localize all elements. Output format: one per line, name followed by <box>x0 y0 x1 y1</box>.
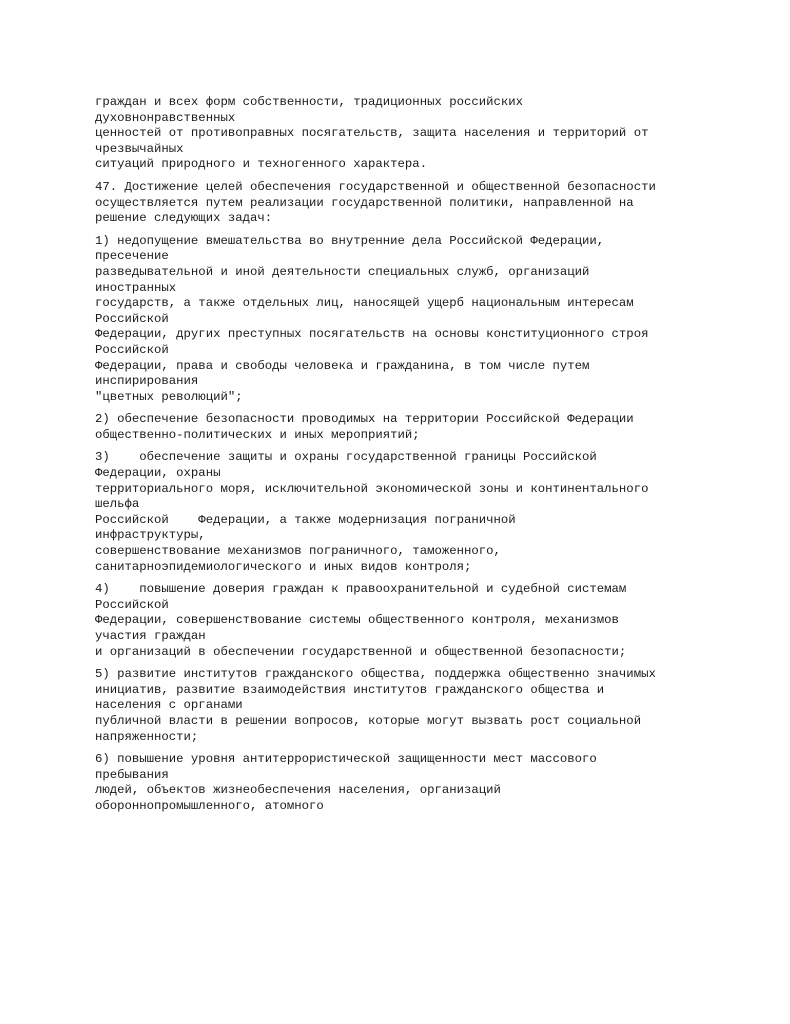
text-line: 6) повышение уровня антитеррористической защищенности мест массового <box>95 752 597 767</box>
text-line: 5) развитие институтов гражданского общества, поддержка общественно значимых <box>95 667 656 682</box>
text-line: ситуаций природного и техногенного характера. <box>95 157 428 172</box>
paragraph-intro-continuation <box>95 95 735 173</box>
text-line: санитарноэпидемиологического и иных видов контроля; <box>95 559 472 574</box>
text-line: духовнонравственных <box>95 110 236 125</box>
text-line: обороннопромышленного, атомного <box>95 798 324 813</box>
text-line: Российской <box>95 597 169 612</box>
text-line: общественно-политических и иных мероприятий; <box>95 427 420 442</box>
text-line: государств, а также отдельных лиц, наносящей ущерб национальным интересам <box>95 296 634 311</box>
text-line: Федерации, права и свободы человека и гражданина, в том числе путем <box>95 358 590 373</box>
text-line: решение следующих задач: <box>95 211 273 226</box>
text-line: территориального моря, исключительной экономической зоны и континентального <box>95 481 649 496</box>
text-line: участия граждан <box>95 629 206 643</box>
text-line: совершенствование механизмов пограничного, таможенного, <box>95 544 501 559</box>
text-line: населения с органами <box>95 698 243 713</box>
text-line: пребывания <box>95 767 169 782</box>
text-line: ценностей от противоправных посягательств, защита населения и территорий от <box>95 126 649 141</box>
text-line: людей, объектов жизнеобеспечения населения, организаций <box>95 783 501 798</box>
text-line: граждан и всех форм собственности, традиционных российских <box>95 95 524 109</box>
text-line: Федерации, совершенствование системы общественного контроля, механизмов <box>95 613 619 628</box>
text-line: напряженности; <box>95 729 199 744</box>
text-line: Российской <box>95 342 169 357</box>
text-line: разведывательной и иной деятельности специальных служб, организаций <box>95 264 590 279</box>
list-item-1 <box>95 234 735 406</box>
document-body <box>95 95 735 822</box>
text-line: инфраструктуры, <box>95 528 206 543</box>
text-line: осуществляется путем реализации государственной политики, направленной на <box>95 195 634 210</box>
text-line: инспирирования <box>95 374 199 389</box>
list-item-6 <box>95 752 735 814</box>
text-line: 2) обеспечение безопасности проводимых на территории Российской Федерации <box>95 412 634 427</box>
text-line: Российской <box>95 311 169 326</box>
list-item-5 <box>95 667 735 745</box>
text-line: "цветных революций"; <box>95 389 243 404</box>
text-line: иностранных <box>95 280 177 295</box>
text-line: инициатив, развитие взаимодействия институтов гражданского общества и <box>95 682 605 697</box>
text-line: 1) недопущение вмешательства во внутренние дела Российской Федерации, <box>95 233 605 248</box>
list-item-2 <box>95 412 735 443</box>
text-line: публичной власти в решении вопросов, которые могут вызвать рост социальной <box>95 713 642 728</box>
list-item-4 <box>95 582 735 660</box>
text-line: 4) повышение доверия граждан к правоохранительной и судебной системам <box>95 582 627 597</box>
text-line: пресечение <box>95 249 169 264</box>
list-item-3 <box>95 450 735 575</box>
text-line: и организаций в обеспечении государственной и общественной безопасности; <box>95 644 627 659</box>
text-line: Российской Федерации, а также модернизация пограничной <box>95 512 516 527</box>
text-line: шельфа <box>95 497 140 512</box>
text-line: 3) обеспечение защиты и охраны государственной границы Российской <box>95 450 597 465</box>
text-line: Федерации, других преступных посягательств на основы конституционного строя <box>95 327 649 342</box>
text-line: 47. Достижение целей обеспечения государственной и общественной безопасности <box>95 179 656 194</box>
text-line: Федерации, охраны <box>95 466 221 481</box>
text-line: чрезвычайных <box>95 141 184 156</box>
paragraph-47 <box>95 180 735 227</box>
